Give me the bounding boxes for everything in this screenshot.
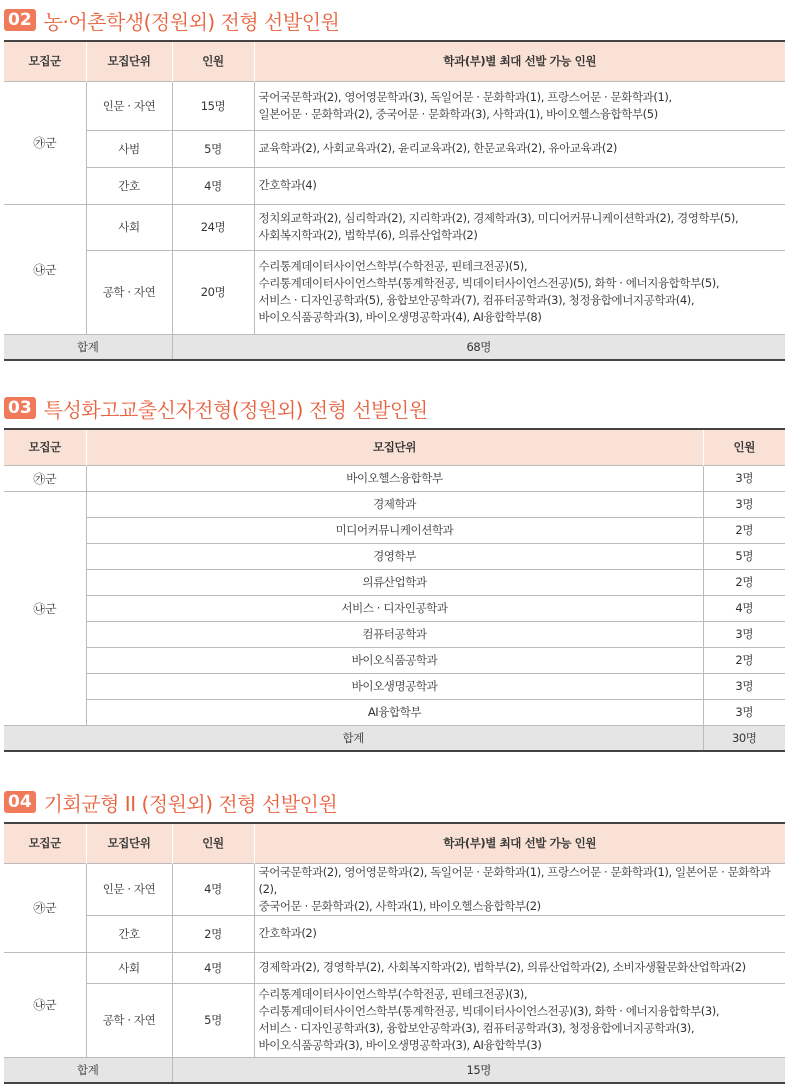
gun-cell: ㉯군: [4, 952, 86, 1057]
dept-line: 수리통계데이터사이언스학부(통계학전공, 빅데이터사이언스전공)(5), 화학 · 에너지융합학부(5),: [258, 276, 720, 290]
table-row: [4, 250, 785, 334]
table-row: [4, 204, 785, 250]
dept-cell: [254, 952, 785, 983]
dept-cell: [254, 130, 785, 167]
dept-cell: [254, 915, 785, 952]
unit-cell: 간호: [86, 167, 172, 204]
section-04-table: [4, 822, 785, 1084]
unit-cell: 바이오식품공학과: [86, 647, 703, 673]
count-cell: 2명: [703, 647, 785, 673]
table-row: [4, 465, 785, 491]
count-cell: 5명: [172, 983, 254, 1057]
total-row: [4, 725, 785, 751]
unit-cell: 컴퓨터공학과: [86, 621, 703, 647]
table-row: [4, 863, 785, 915]
header-count: 인원: [172, 41, 254, 81]
dept-line: 간호학과(2): [258, 926, 317, 940]
count-cell: 4명: [172, 863, 254, 915]
section-02-table: [4, 40, 785, 361]
count-cell: 2명: [703, 569, 785, 595]
section-04-title: 기회균형 II (정원외) 전형 선발인원: [43, 791, 338, 816]
section-03-table: [4, 428, 785, 752]
count-cell: 3명: [703, 621, 785, 647]
dept-line: 일본어문 · 문화학과(2), 중국어문 · 문화학과(3), 사학과(1), 바이오헬스융합학부(5): [258, 106, 658, 121]
section-03-number-badge: 03: [4, 397, 36, 419]
section-03-title-bar: [4, 394, 785, 422]
section-04-number-badge: 04: [4, 791, 36, 813]
table-row: [4, 491, 785, 517]
table-header-row: [4, 823, 785, 863]
header-gun: 모집군: [4, 823, 86, 863]
unit-cell: 의류산업학과: [86, 569, 703, 595]
table-row: [4, 699, 785, 725]
dept-cell: [254, 250, 785, 334]
dept-line: 서비스 · 디자인공학과(3), 융합보안공학과(3), 컴퓨터공학과(3), 청정융합에너지공학과(3),: [258, 1021, 695, 1035]
count-cell: 3명: [703, 673, 785, 699]
table-row: [4, 167, 785, 204]
section-04-title-bar: [4, 788, 785, 816]
section-03: [4, 394, 785, 752]
table-row: [4, 915, 785, 952]
header-dept: 학과(부)별 최대 선발 가능 인원: [254, 823, 785, 863]
gun-cell: ㉮군: [4, 465, 86, 491]
total-value: 68명: [172, 334, 785, 360]
dept-line: 서비스 · 디자인공학과(5), 융합보안공학과(7), 컴퓨터공학과(3), 청정융합에너지공학과(4),: [258, 293, 695, 307]
count-cell: 24명: [172, 204, 254, 250]
dept-line: 국어국문학과(2), 영어영문학과(2), 독일어문 · 문화학과(1), 프랑스어문 · 문화학과(1), 일본어문 · 문화학과(2),: [258, 864, 771, 896]
unit-cell: 경영학부: [86, 543, 703, 569]
table-header-row: [4, 429, 785, 465]
count-cell: 4명: [703, 595, 785, 621]
dept-line: 사회복지학과(2), 법학부(6), 의류산업학과(2): [258, 228, 478, 242]
table-header-row: [4, 41, 785, 81]
count-cell: 4명: [172, 167, 254, 204]
dept-line: 경제학과(2), 경영학부(2), 사회복지학과(2), 법학부(2), 의류산업학과(2), 소비자생활문화산업학과(2): [258, 960, 746, 974]
total-label: 합계: [4, 334, 172, 360]
dept-line: 중국어문 · 문화학과(2), 사학과(1), 바이오헬스융합학부(2): [258, 898, 541, 913]
total-label: 합계: [4, 725, 703, 751]
dept-cell: [254, 204, 785, 250]
count-cell: 15명: [172, 81, 254, 130]
dept-line: 수리통계데이터사이언스학부(수학전공, 핀테크전공)(3),: [258, 987, 528, 1001]
gun-cell: ㉮군: [4, 81, 86, 204]
unit-cell: 바이오헬스융합학부: [86, 465, 703, 491]
unit-cell: 공학 · 자연: [86, 250, 172, 334]
section-04: [4, 788, 785, 1084]
header-count: 인원: [172, 823, 254, 863]
table-row: [4, 81, 785, 130]
dept-line: 교육학과(2), 사회교육과(2), 윤리교육과(2), 한문교육과(2), 유아교육과(2): [258, 141, 618, 155]
gun-cell: ㉮군: [4, 863, 86, 952]
dept-line: 간호학과(4): [258, 178, 317, 192]
dept-line: 수리통계데이터사이언스학부(통계학전공, 빅데이터사이언스전공)(3), 화학 · 에너지융합학부(3),: [258, 1004, 720, 1018]
total-label: 합계: [4, 1057, 172, 1083]
table-row: [4, 130, 785, 167]
unit-cell: 경제학과: [86, 491, 703, 517]
dept-line: 바이오식품공학과(3), 바이오생명공학과(4), AI융합학부(8): [258, 310, 542, 324]
count-cell: 4명: [172, 952, 254, 983]
count-cell: 5명: [703, 543, 785, 569]
section-03-title: 특성화고교출신자전형(정원외) 전형 선발인원: [43, 397, 428, 422]
unit-cell: 사범: [86, 130, 172, 167]
header-unit: 모집단위: [86, 429, 703, 465]
table-row: [4, 673, 785, 699]
section-02-title: 농·어촌학생(정원외) 전형 선발인원: [43, 9, 340, 34]
header-unit: 모집단위: [86, 823, 172, 863]
dept-cell: [254, 167, 785, 204]
header-gun: 모집군: [4, 41, 86, 81]
count-cell: 3명: [703, 699, 785, 725]
unit-cell: 바이오생명공학과: [86, 673, 703, 699]
unit-cell: 사회: [86, 204, 172, 250]
unit-cell: AI융합학부: [86, 699, 703, 725]
table-row: [4, 595, 785, 621]
count-cell: 20명: [172, 250, 254, 334]
count-cell: 5명: [172, 130, 254, 167]
table-row: [4, 621, 785, 647]
header-unit: 모집단위: [86, 41, 172, 81]
gun-cell: ㉯군: [4, 491, 86, 725]
count-cell: 2명: [703, 517, 785, 543]
header-count: 인원: [703, 429, 785, 465]
unit-cell: 인문 · 자연: [86, 81, 172, 130]
unit-cell: 공학 · 자연: [86, 983, 172, 1057]
total-row: [4, 1057, 785, 1083]
table-row: [4, 569, 785, 595]
total-value: 15명: [172, 1057, 785, 1083]
unit-cell: 사회: [86, 952, 172, 983]
header-gun: 모집군: [4, 429, 86, 465]
table-row: [4, 647, 785, 673]
table-row: [4, 983, 785, 1057]
gun-cell: ㉯군: [4, 204, 86, 334]
unit-cell: 미디어커뮤니케이션학과: [86, 517, 703, 543]
unit-cell: 서비스 · 디자인공학과: [86, 595, 703, 621]
total-row: [4, 334, 785, 360]
header-dept: 학과(부)별 최대 선발 가능 인원: [254, 41, 785, 81]
dept-line: 정치외교학과(2), 심리학과(2), 지리학과(2), 경제학과(3), 미디어커뮤니케이션학과(2), 경영학부(5),: [258, 211, 739, 225]
dept-line: 바이오식품공학과(3), 바이오생명공학과(3), AI융합학부(3): [258, 1038, 542, 1052]
dept-line: 국어국문학과(2), 영어영문학과(3), 독일어문 · 문화학과(1), 프랑스어문 · 문화학과(1),: [258, 89, 672, 104]
table-row: [4, 952, 785, 983]
section-02: [4, 6, 785, 361]
dept-line: 수리통계데이터사이언스학부(수학전공, 핀테크전공)(5),: [258, 259, 528, 273]
table-row: [4, 517, 785, 543]
section-02-title-bar: [4, 6, 785, 34]
dept-cell: [254, 81, 785, 130]
unit-cell: 간호: [86, 915, 172, 952]
count-cell: 3명: [703, 491, 785, 517]
count-cell: 2명: [172, 915, 254, 952]
table-row: [4, 543, 785, 569]
total-value: 30명: [703, 725, 785, 751]
count-cell: 3명: [703, 465, 785, 491]
unit-cell: 인문 · 자연: [86, 863, 172, 915]
section-02-number-badge: 02: [4, 9, 36, 31]
dept-cell: [254, 983, 785, 1057]
dept-cell: [254, 863, 785, 915]
